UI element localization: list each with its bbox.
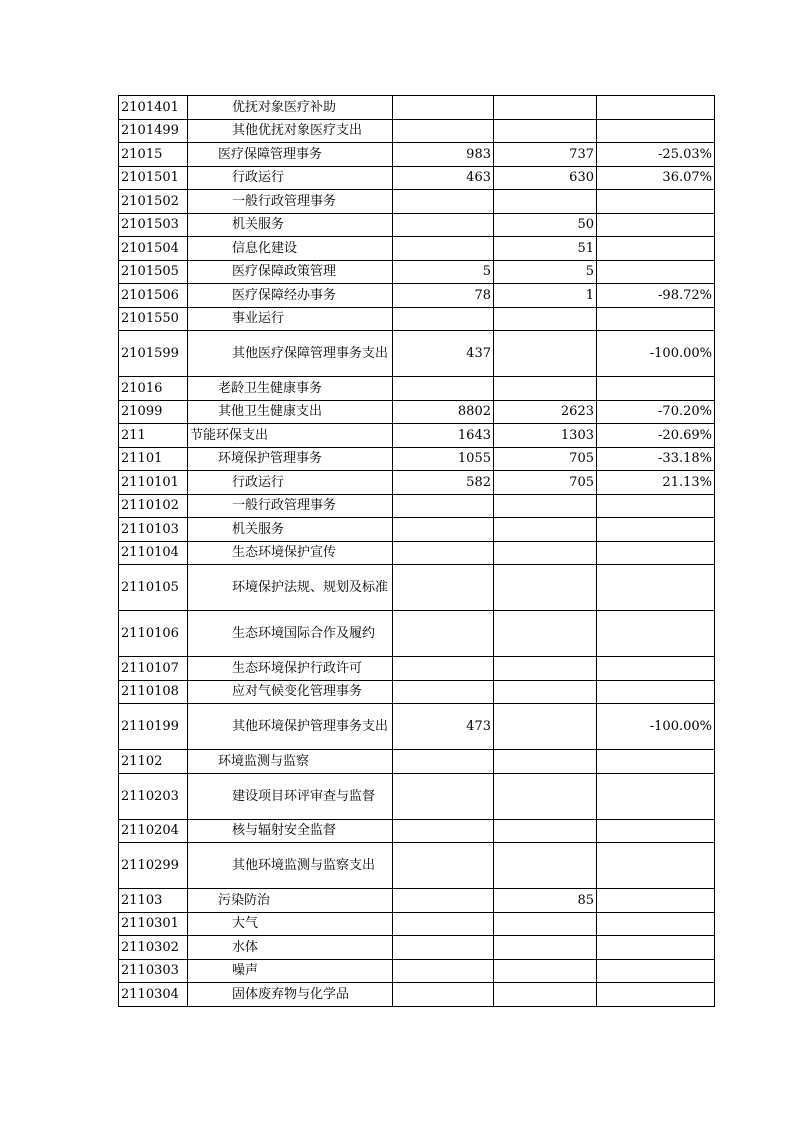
amount-current-cell <box>494 190 597 214</box>
item-code-cell: 2110104 <box>119 541 188 565</box>
table-row <box>119 611 715 657</box>
item-code-cell: 2110105 <box>119 565 188 611</box>
amount-current-cell <box>494 611 597 657</box>
item-name-cell: 噪声 <box>188 959 393 983</box>
amount-previous-cell: 437 <box>393 331 494 377</box>
amount-current-cell <box>494 912 597 936</box>
table-row <box>119 819 715 843</box>
change-rate-cell <box>597 819 715 843</box>
table-row <box>119 750 715 774</box>
item-code-cell: 2110106 <box>119 611 188 657</box>
amount-current-cell <box>494 843 597 889</box>
item-code-cell: 21102 <box>119 750 188 774</box>
amount-previous-cell <box>393 959 494 983</box>
table-row <box>119 680 715 704</box>
change-rate-cell <box>597 565 715 611</box>
amount-current-cell <box>494 983 597 1007</box>
amount-previous-cell <box>393 983 494 1007</box>
change-rate-cell <box>597 237 715 261</box>
amount-current-cell: 51 <box>494 237 597 261</box>
item-name-cell: 建设项目环评审查与监督 <box>188 773 393 819</box>
budget-table-body <box>119 96 715 1007</box>
change-rate-cell: -25.03% <box>597 143 715 167</box>
amount-current-cell: 705 <box>494 471 597 495</box>
amount-previous-cell <box>393 190 494 214</box>
amount-current-cell <box>494 96 597 120</box>
item-code-cell: 21015 <box>119 143 188 167</box>
amount-current-cell <box>494 680 597 704</box>
amount-previous-cell: 582 <box>393 471 494 495</box>
table-row <box>119 400 715 424</box>
item-code-cell: 2110299 <box>119 843 188 889</box>
item-name-cell: 环境监测与监察 <box>188 750 393 774</box>
table-row <box>119 237 715 261</box>
amount-current-cell <box>494 704 597 750</box>
amount-previous-cell <box>393 377 494 401</box>
item-code-cell: 2101499 <box>119 119 188 143</box>
change-rate-cell <box>597 912 715 936</box>
item-code-cell: 21103 <box>119 889 188 913</box>
amount-current-cell <box>494 541 597 565</box>
item-name-cell: 老龄卫生健康事务 <box>188 377 393 401</box>
amount-current-cell: 1 <box>494 284 597 308</box>
change-rate-cell: -98.72% <box>597 284 715 308</box>
item-name-cell: 事业运行 <box>188 307 393 331</box>
item-code-cell: 2101550 <box>119 307 188 331</box>
amount-previous-cell <box>393 541 494 565</box>
change-rate-cell <box>597 190 715 214</box>
item-code-cell: 21101 <box>119 447 188 471</box>
change-rate-cell <box>597 307 715 331</box>
table-row <box>119 377 715 401</box>
amount-previous-cell <box>393 773 494 819</box>
item-name-cell: 环境保护管理事务 <box>188 447 393 471</box>
amount-previous-cell: 1643 <box>393 424 494 448</box>
table-row <box>119 424 715 448</box>
table-row <box>119 704 715 750</box>
item-code-cell: 2101502 <box>119 190 188 214</box>
change-rate-cell: 36.07% <box>597 166 715 190</box>
change-rate-cell: -100.00% <box>597 331 715 377</box>
amount-previous-cell <box>393 819 494 843</box>
amount-previous-cell <box>393 119 494 143</box>
table-row <box>119 843 715 889</box>
item-code-cell: 2110103 <box>119 518 188 542</box>
item-code-cell: 2101501 <box>119 166 188 190</box>
table-row <box>119 260 715 284</box>
item-name-cell: 医疗保障管理事务 <box>188 143 393 167</box>
item-code-cell: 2110304 <box>119 983 188 1007</box>
amount-previous-cell <box>393 912 494 936</box>
amount-previous-cell: 78 <box>393 284 494 308</box>
table-row <box>119 959 715 983</box>
item-code-cell: 2101401 <box>119 96 188 120</box>
item-name-cell: 信息化建设 <box>188 237 393 261</box>
table-row <box>119 518 715 542</box>
change-rate-cell <box>597 611 715 657</box>
item-name-cell: 生态环境保护行政许可 <box>188 657 393 681</box>
change-rate-cell: -70.20% <box>597 400 715 424</box>
item-name-cell: 其他优抚对象医疗支出 <box>188 119 393 143</box>
amount-previous-cell: 473 <box>393 704 494 750</box>
item-name-cell: 核与辐射安全监督 <box>188 819 393 843</box>
item-name-cell: 机关服务 <box>188 213 393 237</box>
table-row <box>119 912 715 936</box>
item-name-cell: 优抚对象医疗补助 <box>188 96 393 120</box>
amount-current-cell: 50 <box>494 213 597 237</box>
change-rate-cell <box>597 889 715 913</box>
item-name-cell: 其他医疗保障管理事务支出 <box>188 331 393 377</box>
table-row <box>119 96 715 120</box>
item-name-cell: 大气 <box>188 912 393 936</box>
change-rate-cell: 21.13% <box>597 471 715 495</box>
change-rate-cell <box>597 213 715 237</box>
amount-previous-cell <box>393 307 494 331</box>
item-code-cell: 2110101 <box>119 471 188 495</box>
item-name-cell: 固体废弃物与化学品 <box>188 983 393 1007</box>
amount-previous-cell <box>393 565 494 611</box>
item-name-cell: 机关服务 <box>188 518 393 542</box>
item-code-cell: 21099 <box>119 400 188 424</box>
amount-previous-cell <box>393 657 494 681</box>
table-row <box>119 773 715 819</box>
change-rate-cell: -33.18% <box>597 447 715 471</box>
change-rate-cell <box>597 959 715 983</box>
amount-current-cell <box>494 307 597 331</box>
amount-previous-cell: 983 <box>393 143 494 167</box>
item-name-cell: 行政运行 <box>188 166 393 190</box>
amount-current-cell <box>494 936 597 960</box>
change-rate-cell <box>597 541 715 565</box>
amount-previous-cell <box>393 936 494 960</box>
amount-previous-cell <box>393 494 494 518</box>
amount-previous-cell <box>393 96 494 120</box>
item-code-cell: 21016 <box>119 377 188 401</box>
item-code-cell: 2110102 <box>119 494 188 518</box>
item-name-cell: 一般行政管理事务 <box>188 494 393 518</box>
table-row <box>119 471 715 495</box>
amount-previous-cell <box>393 213 494 237</box>
item-code-cell: 2101599 <box>119 331 188 377</box>
item-code-cell: 2110204 <box>119 819 188 843</box>
amount-current-cell: 737 <box>494 143 597 167</box>
table-row <box>119 307 715 331</box>
item-name-cell: 医疗保障政策管理 <box>188 260 393 284</box>
item-name-cell: 医疗保障经办事务 <box>188 284 393 308</box>
amount-previous-cell <box>393 889 494 913</box>
amount-current-cell <box>494 959 597 983</box>
amount-current-cell <box>494 819 597 843</box>
change-rate-cell: -100.00% <box>597 704 715 750</box>
change-rate-cell <box>597 750 715 774</box>
table-row <box>119 541 715 565</box>
item-code-cell: 2110303 <box>119 959 188 983</box>
budget-table <box>118 95 715 1007</box>
change-rate-cell <box>597 843 715 889</box>
amount-current-cell <box>494 331 597 377</box>
item-code-cell: 2110199 <box>119 704 188 750</box>
item-name-cell: 行政运行 <box>188 471 393 495</box>
table-row <box>119 166 715 190</box>
amount-current-cell: 705 <box>494 447 597 471</box>
amount-previous-cell <box>393 843 494 889</box>
item-code-cell: 2110107 <box>119 657 188 681</box>
table-row <box>119 983 715 1007</box>
change-rate-cell <box>597 377 715 401</box>
item-name-cell: 水体 <box>188 936 393 960</box>
table-row <box>119 190 715 214</box>
item-code-cell: 2101504 <box>119 237 188 261</box>
item-name-cell: 其他环境保护管理事务支出 <box>188 704 393 750</box>
amount-current-cell <box>494 657 597 681</box>
change-rate-cell <box>597 657 715 681</box>
amount-previous-cell: 8802 <box>393 400 494 424</box>
table-row <box>119 331 715 377</box>
amount-current-cell <box>494 494 597 518</box>
amount-previous-cell <box>393 611 494 657</box>
item-code-cell: 2101506 <box>119 284 188 308</box>
item-name-cell: 生态环境保护宣传 <box>188 541 393 565</box>
item-code-cell: 2110203 <box>119 773 188 819</box>
table-row <box>119 889 715 913</box>
item-name-cell: 污染防治 <box>188 889 393 913</box>
item-name-cell: 其他卫生健康支出 <box>188 400 393 424</box>
change-rate-cell <box>597 518 715 542</box>
item-name-cell: 其他环境监测与监察支出 <box>188 843 393 889</box>
change-rate-cell <box>597 773 715 819</box>
amount-current-cell <box>494 773 597 819</box>
amount-current-cell <box>494 119 597 143</box>
item-code-cell: 2101503 <box>119 213 188 237</box>
item-code-cell: 2110108 <box>119 680 188 704</box>
amount-current-cell: 85 <box>494 889 597 913</box>
amount-current-cell <box>494 565 597 611</box>
change-rate-cell <box>597 983 715 1007</box>
item-code-cell: 2110302 <box>119 936 188 960</box>
change-rate-cell <box>597 936 715 960</box>
item-code-cell: 211 <box>119 424 188 448</box>
table-row <box>119 119 715 143</box>
change-rate-cell <box>597 494 715 518</box>
amount-previous-cell <box>393 518 494 542</box>
table-row <box>119 565 715 611</box>
table-row <box>119 213 715 237</box>
item-name-cell: 环境保护法规、规划及标准 <box>188 565 393 611</box>
change-rate-cell <box>597 119 715 143</box>
amount-current-cell <box>494 518 597 542</box>
change-rate-cell: -20.69% <box>597 424 715 448</box>
amount-previous-cell <box>393 680 494 704</box>
amount-previous-cell: 1055 <box>393 447 494 471</box>
table-row <box>119 494 715 518</box>
table-row <box>119 284 715 308</box>
amount-current-cell <box>494 377 597 401</box>
item-code-cell: 2110301 <box>119 912 188 936</box>
amount-current-cell <box>494 750 597 774</box>
amount-current-cell: 630 <box>494 166 597 190</box>
amount-current-cell: 1303 <box>494 424 597 448</box>
table-row <box>119 657 715 681</box>
table-row <box>119 143 715 167</box>
amount-current-cell: 2623 <box>494 400 597 424</box>
table-row <box>119 447 715 471</box>
amount-current-cell: 5 <box>494 260 597 284</box>
amount-previous-cell: 463 <box>393 166 494 190</box>
table-row <box>119 936 715 960</box>
item-name-cell: 生态环境国际合作及履约 <box>188 611 393 657</box>
amount-previous-cell: 5 <box>393 260 494 284</box>
item-name-cell: 一般行政管理事务 <box>188 190 393 214</box>
item-name-cell: 节能环保支出 <box>188 424 393 448</box>
change-rate-cell <box>597 96 715 120</box>
change-rate-cell <box>597 260 715 284</box>
change-rate-cell <box>597 680 715 704</box>
amount-previous-cell <box>393 750 494 774</box>
amount-previous-cell <box>393 237 494 261</box>
item-name-cell: 应对气候变化管理事务 <box>188 680 393 704</box>
item-code-cell: 2101505 <box>119 260 188 284</box>
